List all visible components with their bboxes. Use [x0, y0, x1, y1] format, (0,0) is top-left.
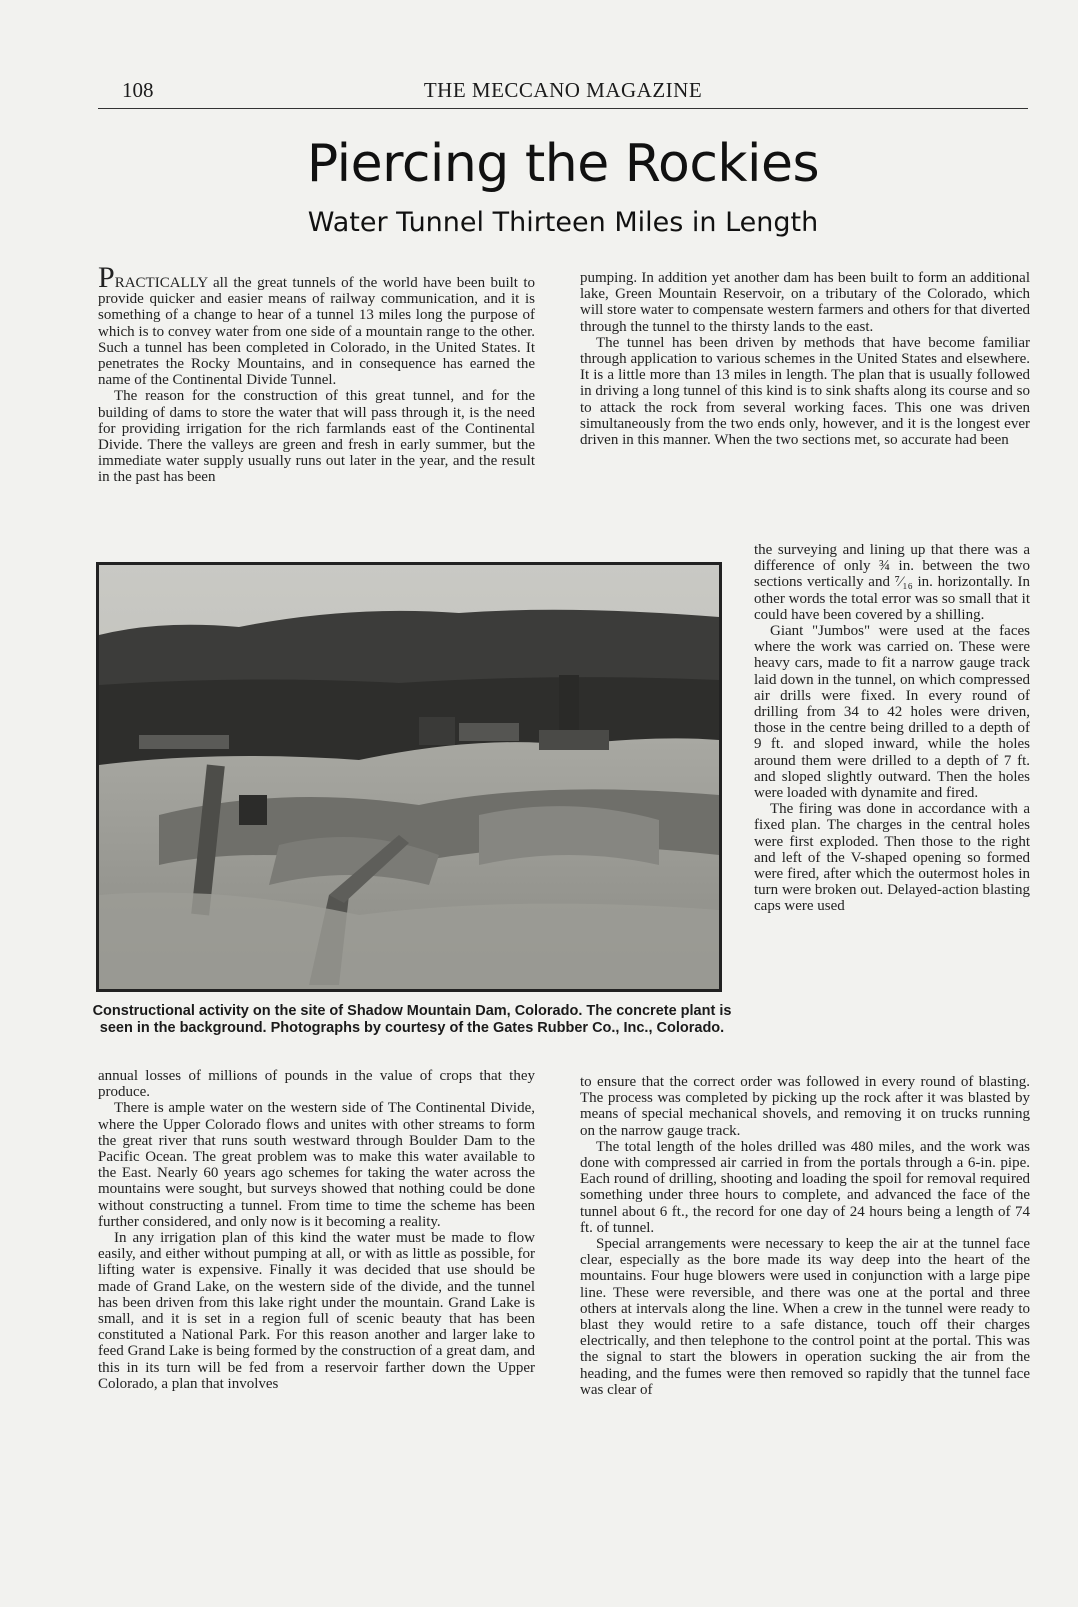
- page-number: 108: [122, 78, 154, 102]
- column-right-narrow: [754, 542, 1030, 915]
- paragraph: to ensure that the correct order was followed in every round of blasting. The process was completed by picking up the rock after it was blasted by means of special mechanical shovels, and removing it on trucks running on the narrow gauge track.: [580, 1074, 1030, 1139]
- article-subtitle: Water Tunnel Thirteen Miles in Length: [307, 207, 819, 238]
- running-title: THE MECCANO MAGAZINE: [423, 78, 703, 102]
- paragraph: The tunnel has been driven by methods that have become familiar through application to various schemes in the United States and elsewhere. It is a little more than 13 miles in length. The plan that is usually followed in driving a long tunnel of this kind is to sink shafts along its course and so to attack the rock from several working faces. This one was driven simultaneously from the two ends only, however, and it is the longest ever driven in this manner. When the two sections met, so accurate had been: [580, 334, 1030, 449]
- paragraph: There is ample water on the western side of The Continental Divide, where the Upper Colorado flows and unites with other streams to form the great river that runs south westward through Boulder Dam to the Pacific Ocean. The great problem was to make this water available to the East. Nearly 60 years ago schemes for taking the water across the mountains were sought, but surveys showed that nothing could be done without constructing a tunnel. From time to time the scheme has been further considered, and only now is it becoming a reality.: [98, 1100, 535, 1230]
- column-right-bottom: [580, 1074, 1030, 1398]
- photo-shadow-mountain-dam: [96, 562, 722, 992]
- construction-site-photo: [99, 565, 719, 989]
- paragraph: Special arrangements were necessary to keep the air at the tunnel face clear, especially as the bore made its way deep into the heart of the mountains. Four huge blowers were used in conjunction with a large pipe line. These were reversible, and there was one at the portal and three others at intervals along the line. When a crew in the tunnel were ready to blast they would retire to a safe distance, touch off their charges electrically, and then telephone to the control point at the portal. This was the signal to start the blowers in operation sucking the air from the heading, and the fumes were then removed so rapidly that the tunnel face was clear of: [580, 1236, 1030, 1398]
- photo-caption: Constructional activity on the site of Shadow Mountain Dam, Colorado. The concrete plant is seen in the background. Photographs by courtesy of the Gates Rubber Co., Inc., Colorado.: [92, 1003, 732, 1036]
- paragraph: the surveying and lining up that there was a difference of only ¾ in. between the two sections vertically and ⁷⁄₁₆ in. horizontally. In other words the total error was so small that it could have been covered by a shilling.: [754, 542, 1030, 623]
- column-left-bottom: [98, 1068, 535, 1392]
- page-header: [98, 74, 1028, 109]
- paragraph: The reason for the construction of this great tunnel, and for the building of dams to store the water that will pass through it, is the need for providing irrigation for the rich farmlands east of the Continental Divide. There the valleys are green and fresh in early summer, but the immediate water supply usually runs out later in the year, and the result in the past has been: [98, 388, 535, 486]
- paragraph: pumping. In addition yet another dam has been built to form an additional lake, Green Mountain Reservoir, on a tributary of the Colorado, which will store water to compensate western farmers and others for that diverted through the tunnel to the thirsty lands to the east.: [580, 270, 1030, 335]
- paragraph: Giant "Jumbos" were used at the faces where the work was carried on. These were heavy cars, made to fit a narrow gauge track laid down in the tunnel, on which compressed air drills were fixed. In every round of drilling from 34 to 42 holes were driven, those in the centre being drilled to a depth of 9 ft. and sloped inward, while the holes around them were drilled to a depth of 7 ft. and sloped slightly outward. Then the holes were loaded with dynamite and fired.: [754, 623, 1030, 802]
- paragraph: annual losses of millions of pounds in the value of crops that they produce.: [98, 1068, 535, 1101]
- opening-paragraph-text: RACTICALLY all the great tunnels of the world have been built to provide quicker and easier means of railway communication, and it is something of a change to hear of a tunnel 13 miles long the purpose of which is to convey water from one side of a mountain range to the other. Such a tunnel has been completed in Colorado, in the United States. It penetrates the Rocky Mountains, and in consequence has earned the name of the Continental Divide Tunnel.: [98, 275, 535, 389]
- column-left-top: [98, 261, 535, 486]
- paragraph: The total length of the holes drilled was 480 miles, and the work was done with compressed air carried in from the portals through a 6-in. pipe. Each round of drilling, shooting and loading the spoil for removal required something under three hours to complete, and advanced the face of the tunnel about 6 ft., the record for one day of 24 hours being a length of 74 ft. of tunnel.: [580, 1138, 1030, 1236]
- paragraph: In any irrigation plan of this kind the water must be made to flow easily, and either without pumping at all, or with as little as possible, for lifting water is expensive. Finally it was decided that use should be made of Grand Lake, on the western side of the divide, and the tunnel has been driven from this lake right under the mountain. Grand Lake is small, and it is set in a region full of scenic beauty that has been constituted a National Park. For this reason another and larger lake to feed Grand Lake is being formed by the construction of a great dam, and this in its turn will be fed from a reservoir farther down the Upper Colorado, a plan that involves: [98, 1230, 535, 1392]
- paragraph: The firing was done in accordance with a fixed plan. The charges in the central holes were first exploded. Then those to the right and left of the V-shaped opening so formed were fired, after which the outermost holes in turn were broken out. Delayed-action blasting caps were used: [754, 801, 1030, 915]
- opening-paragraph: [98, 261, 535, 389]
- drop-cap: P: [98, 261, 115, 294]
- article-title: Piercing the Rockies: [306, 134, 820, 194]
- column-right-top: [580, 270, 1030, 448]
